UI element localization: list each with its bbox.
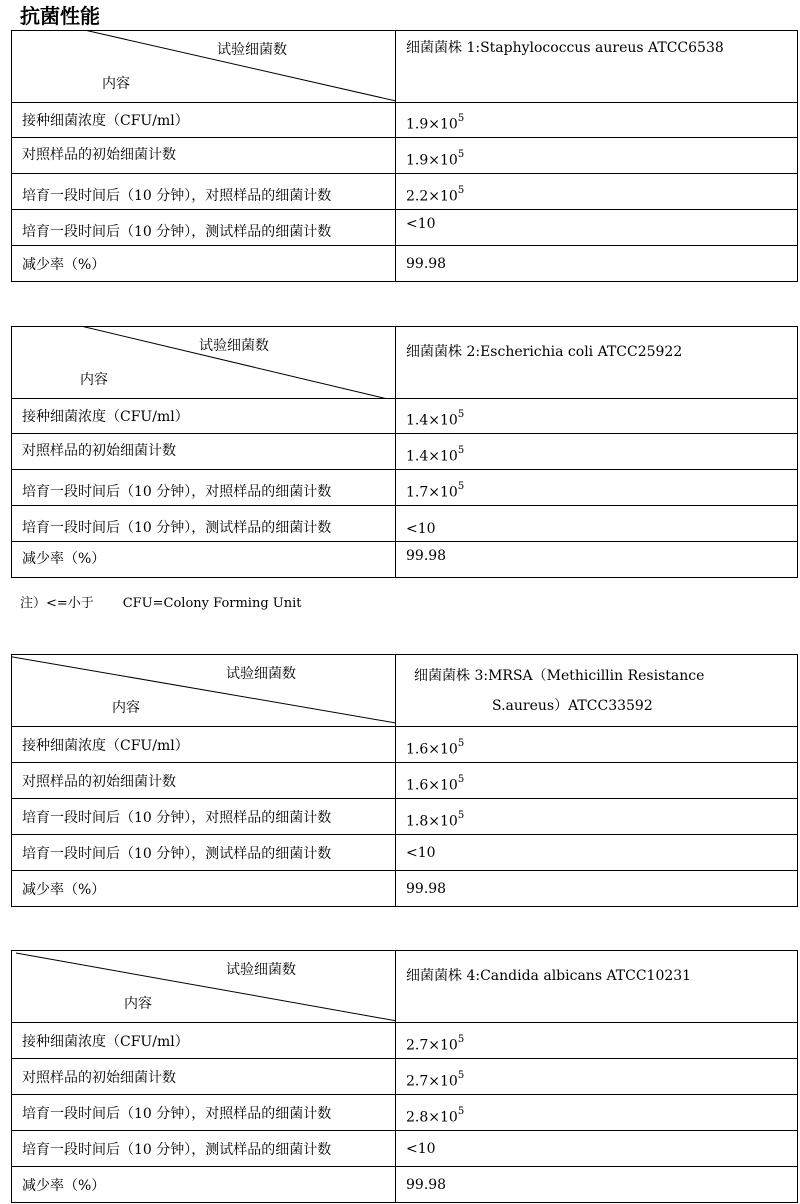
- value-reduction: 99.98: [396, 246, 798, 282]
- strain-name: 细菌菌株 1:Staphylococcus aureus ATCC6538: [396, 31, 798, 103]
- row-label-reduction: 减少率（%）: [12, 871, 396, 907]
- row-label-inoculum: 接种细菌浓度（CFU/ml）: [12, 727, 396, 763]
- strain-name-line-1: 细菌菌株 3:MRSA（Methicillin Resistance: [414, 667, 705, 684]
- value-inoculum: $1.9\times 10^5$: [396, 103, 798, 138]
- strain-name: 细菌菌株 4:Candida albicans ATCC10231: [396, 951, 798, 1023]
- row-label-control-after: 培育一段时间后（10 分钟），对照样品的细菌计数: [12, 799, 396, 835]
- row-label-control-initial: 对照样品的初始细菌计数: [12, 1059, 396, 1095]
- row-label-control-after: 培育一段时间后（10 分钟），对照样品的细菌计数: [12, 470, 396, 506]
- row-label-control-after: 培育一段时间后（10 分钟），对照样品的细菌计数: [12, 1095, 396, 1131]
- value-reduction: 99.98: [396, 542, 798, 578]
- row-label-test-after: 培育一段时间后（10 分钟），测试样品的细菌计数: [12, 835, 396, 871]
- value-control-after: $2.2\times 10^5$: [396, 174, 798, 210]
- header-diagonal-cell: [12, 327, 396, 399]
- value-control-initial: $2.7\times 10^5$: [396, 1059, 798, 1095]
- strain-table-1: [11, 30, 798, 282]
- row-label-control-initial: 对照样品的初始细菌计数: [12, 434, 396, 470]
- row-label-control-initial: 对照样品的初始细菌计数: [12, 763, 396, 799]
- header-top-label: 试验细菌数: [226, 666, 296, 682]
- value-control-initial: $1.6\times 10^5$: [396, 763, 798, 799]
- row-label-reduction: 减少率（%）: [12, 246, 396, 282]
- strain-name: [396, 655, 798, 727]
- header-bottom-label: 内容: [102, 76, 130, 92]
- header-bottom-label: 内容: [80, 372, 108, 388]
- value-test-after: <10: [396, 210, 798, 246]
- diagonal-divider: [12, 31, 396, 103]
- footnote: 注）<=小于 CFU=Colony Forming Unit: [20, 596, 302, 611]
- header-diagonal-cell: [12, 31, 396, 103]
- header-diagonal-cell: [12, 951, 396, 1023]
- value-inoculum: $2.7\times 10^5$: [396, 1023, 798, 1059]
- diagonal-divider: [12, 655, 396, 727]
- value-control-after: $2.8\times 10^5$: [396, 1095, 798, 1131]
- value-control-after: $1.7\times 10^5$: [396, 470, 798, 506]
- row-label-control-initial: 对照样品的初始细菌计数: [12, 138, 396, 174]
- header-bottom-label: 内容: [124, 996, 152, 1012]
- row-label-test-after: 培育一段时间后（10 分钟），测试样品的细菌计数: [12, 210, 396, 246]
- diagonal-divider: [12, 951, 396, 1023]
- page-title: 抗菌性能: [20, 4, 100, 28]
- row-label-test-after: 培育一段时间后（10 分钟），测试样品的细菌计数: [12, 506, 396, 542]
- value-control-initial: $1.4\times 10^5$: [396, 434, 798, 470]
- value-test-after: <10: [396, 506, 798, 542]
- value-test-after: <10: [396, 835, 798, 871]
- value-control-initial: $1.9\times 10^5$: [396, 138, 798, 174]
- header-top-label: 试验细菌数: [217, 42, 287, 58]
- row-label-inoculum: 接种细菌浓度（CFU/ml）: [12, 103, 396, 138]
- value-reduction: 99.98: [396, 1167, 798, 1203]
- header-top-label: 试验细菌数: [199, 338, 269, 354]
- row-label-reduction: 减少率（%）: [12, 542, 396, 578]
- row-label-test-after: 培育一段时间后（10 分钟），测试样品的细菌计数: [12, 1131, 396, 1167]
- value-control-after: $1.8\times 10^5$: [396, 799, 798, 835]
- value-reduction: 99.98: [396, 871, 798, 907]
- value-inoculum: $1.6\times 10^5$: [396, 727, 798, 763]
- strain-name-line-2: S.aureus）ATCC33592: [492, 697, 653, 714]
- value-test-after: <10: [396, 1131, 798, 1167]
- strain-name: 细菌菌株 2:Escherichia coli ATCC25922: [396, 327, 798, 399]
- header-bottom-label: 内容: [112, 700, 140, 716]
- header-top-label: 试验细菌数: [226, 962, 296, 978]
- value-inoculum: $1.4\times 10^5$: [396, 399, 798, 434]
- row-label-control-after: 培育一段时间后（10 分钟），对照样品的细菌计数: [12, 174, 396, 210]
- header-diagonal-cell: [12, 655, 396, 727]
- strain-table-2: [11, 326, 798, 578]
- strain-table-3: [11, 654, 798, 907]
- strain-table-4: [11, 950, 798, 1203]
- row-label-reduction: 减少率（%）: [12, 1167, 396, 1203]
- row-label-inoculum: 接种细菌浓度（CFU/ml）: [12, 1023, 396, 1059]
- row-label-inoculum: 接种细菌浓度（CFU/ml）: [12, 399, 396, 434]
